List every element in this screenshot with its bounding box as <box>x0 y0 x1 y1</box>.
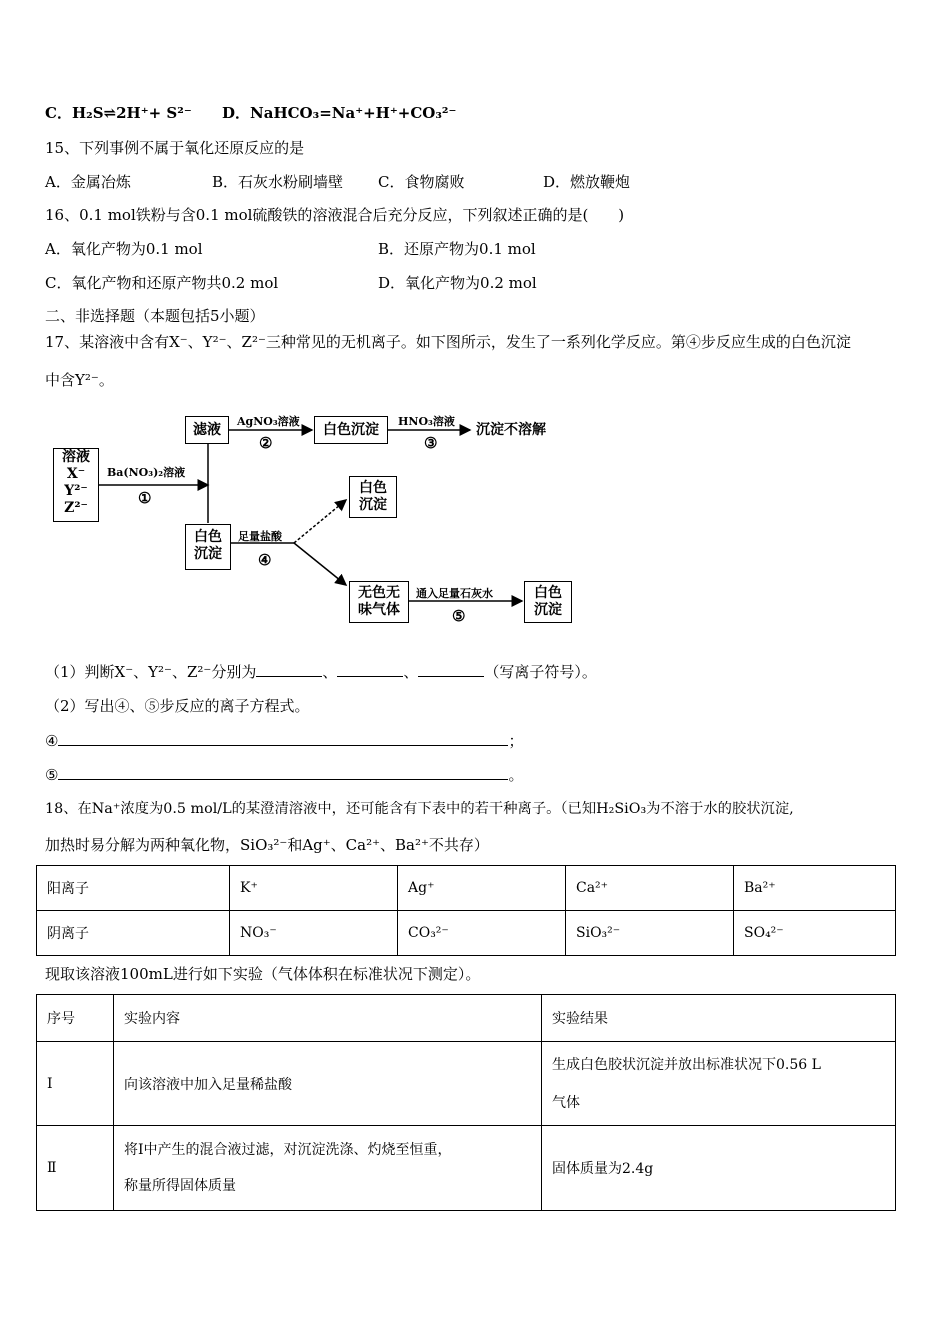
experiment-table <box>36 994 896 1211</box>
flow-gas-box <box>349 581 409 623</box>
flow-white-ppt1: 白色沉淀 <box>314 416 388 444</box>
ion-cell: 阴离子 <box>37 911 230 956</box>
q18-intro: 现取该溶液100mL进行如下实验（气体体积在标准状况下测定）。 <box>45 965 481 983</box>
q17-answer4-label: ④ <box>45 732 59 750</box>
flow-white-ppt2 <box>185 524 231 570</box>
q16-option-c: C．氧化产物和还原产物共0.2 mol <box>45 274 279 292</box>
q14-option-d-label: D． <box>222 104 251 122</box>
flow-white-ppt4-text: 白色沉淀 <box>534 585 562 618</box>
q14-option-c-label: C． <box>45 104 72 122</box>
ion-cell: Ba²⁺ <box>734 866 896 911</box>
flow-reagent3: HNO₃溶液 <box>398 415 455 428</box>
answer-blank-eq5[interactable] <box>58 765 508 780</box>
exp-cell-content: 向该溶液中加入足量稀盐酸 <box>114 1042 542 1126</box>
exp-header-cell: 实验结果 <box>542 995 896 1042</box>
flow-white-ppt4 <box>524 581 572 623</box>
q17-answer4 <box>45 731 523 751</box>
flow-start-line: 溶液 <box>62 449 90 465</box>
q17-stem-line1: 17、某溶液中含有X⁻、Y²⁻、Z²⁻三种常见的无机离子。如下图所示，发生了一系列化学反应。第④步反应生成的白色沉淀 <box>45 333 851 351</box>
exp-row <box>37 1042 896 1126</box>
flow-reagent5: 通入足量石灰水 <box>416 587 493 600</box>
flow-step4: ④ <box>258 551 272 569</box>
flow-start-line: Y²⁻ <box>64 483 88 499</box>
exp-row <box>37 1126 896 1211</box>
q17-flowchart <box>0 0 950 640</box>
ion-cell: SiO₃²⁻ <box>566 911 734 956</box>
answer-blank-x[interactable] <box>256 662 322 677</box>
exp-cell-content <box>114 1126 542 1211</box>
flow-white-ppt3 <box>349 476 397 518</box>
q17-sub2: （2）写出④、⑤步反应的离子方程式。 <box>45 697 310 715</box>
exp-content-line: 称量所得固体质量 <box>124 1178 236 1194</box>
q17-sep: 、 <box>322 663 338 681</box>
exp-header-row <box>37 995 896 1042</box>
ion-row-anions <box>37 911 896 956</box>
q15-stem: 15、下列事例不属于氧化还原反应的是 <box>45 139 305 157</box>
exp-cell-index: Ⅱ <box>37 1126 114 1211</box>
flow-white-ppt2-text: 白色沉淀 <box>194 529 222 562</box>
exp-content-line: 将Ⅰ中产生的混合液过滤，对沉淀洗涤、灼烧至恒重， <box>124 1142 452 1158</box>
ion-cell: NO₃⁻ <box>230 911 398 956</box>
flow-white-ppt3-text: 白色沉淀 <box>359 480 387 513</box>
answer-blank-z[interactable] <box>418 662 484 677</box>
q17-sep: 、 <box>403 663 419 681</box>
exp-cell-index: Ⅰ <box>37 1042 114 1126</box>
ion-cell: Ca²⁺ <box>566 866 734 911</box>
q16-stem: 16、0.1 mol铁粉与含0.1 mol硫酸铁的溶液混合后充分反应，下列叙述正确的是( ) <box>45 206 625 224</box>
exp-header-cell: 实验内容 <box>114 995 542 1042</box>
q15-option-c: C．食物腐败 <box>378 173 465 191</box>
flow-start-solution <box>53 448 99 522</box>
q17-answer5 <box>45 765 523 785</box>
q17-stem-line2: 中含Y²⁻。 <box>45 371 114 389</box>
q15-option-b: B．石灰水粉刷墙壁 <box>212 173 344 191</box>
q18-stem-line1: 18、在Na⁺浓度为0.5 mol/L的某澄清溶液中，还可能含有下表中的若干种离子。（已知H₂SiO₃为不溶于水的胶状沉淀, <box>45 801 794 817</box>
ion-cell: K⁺ <box>230 866 398 911</box>
arrow-to-gas <box>294 543 346 585</box>
flow-step5: ⑤ <box>452 607 466 625</box>
q17-sub1 <box>45 662 597 682</box>
answer-blank-y[interactable] <box>337 662 403 677</box>
flow-start-line: Z²⁻ <box>64 500 88 516</box>
ion-cell: CO₃²⁻ <box>398 911 566 956</box>
flow-gas-text: 无色无味气体 <box>358 585 400 618</box>
q14-option-c-text: H₂S⇌2H⁺+ S²⁻ <box>71 104 192 122</box>
q14-option-d-text: NaHCO₃=Na⁺+H⁺+CO₃²⁻ <box>250 104 457 122</box>
flow-step1: ① <box>138 489 152 507</box>
exp-header-cell: 序号 <box>37 995 114 1042</box>
flow-filtrate-box: 滤液 <box>185 416 229 444</box>
q17-sub1-prefix: （1）判断X⁻、Y²⁻、Z²⁻分别为 <box>45 663 257 681</box>
q17-sub1-suffix: （写离子符号）。 <box>484 663 597 681</box>
q15-option-a: A．金属冶炼 <box>45 173 131 191</box>
flow-reagent2: AgNO₃溶液 <box>237 415 300 428</box>
ion-cell: Ag⁺ <box>398 866 566 911</box>
section-two-title: 二、非选择题（本题包括5小题） <box>45 307 265 325</box>
q17-answer5-end: 。 <box>508 766 524 784</box>
ion-row-cations <box>37 866 896 911</box>
ion-cell: 阳离子 <box>37 866 230 911</box>
q17-answer4-end: ； <box>508 732 524 750</box>
flow-step3: ③ <box>424 434 438 452</box>
flow-reagent4: 足量盐酸 <box>238 530 282 543</box>
q18-stem-line2: 加热时易分解为两种氧化物，SiO₃²⁻和Ag⁺、Ca²⁺、Ba²⁺不共存） <box>45 836 489 854</box>
flow-result3: 沉淀不溶解 <box>476 422 546 438</box>
flow-step2: ② <box>259 434 273 452</box>
flow-start-line: X⁻ <box>66 466 86 482</box>
q17-answer5-label: ⑤ <box>45 766 59 784</box>
ion-cell: SO₄²⁻ <box>734 911 896 956</box>
q16-option-a: A．氧化产物为0.1 mol <box>45 240 203 258</box>
exp-result-line: 生成白色胶状沉淀并放出标准状况下0.56 L <box>552 1056 821 1073</box>
exp-cell-result <box>542 1042 896 1126</box>
flowchart-arrows <box>0 0 950 640</box>
exp-result-line: 气体 <box>552 1094 580 1111</box>
q16-option-b: B．还原产物为0.1 mol <box>378 240 536 258</box>
q16-option-d: D．氧化产物为0.2 mol <box>378 274 537 292</box>
q15-option-d: D．燃放鞭炮 <box>543 173 631 191</box>
answer-blank-eq4[interactable] <box>58 731 508 746</box>
exp-cell-result: 固体质量为2.4g <box>542 1126 896 1211</box>
arrow-to-white-ppt3 <box>294 500 346 543</box>
flow-reagent1: Ba(NO₃)₂溶液 <box>107 466 186 479</box>
ion-table <box>36 865 896 956</box>
